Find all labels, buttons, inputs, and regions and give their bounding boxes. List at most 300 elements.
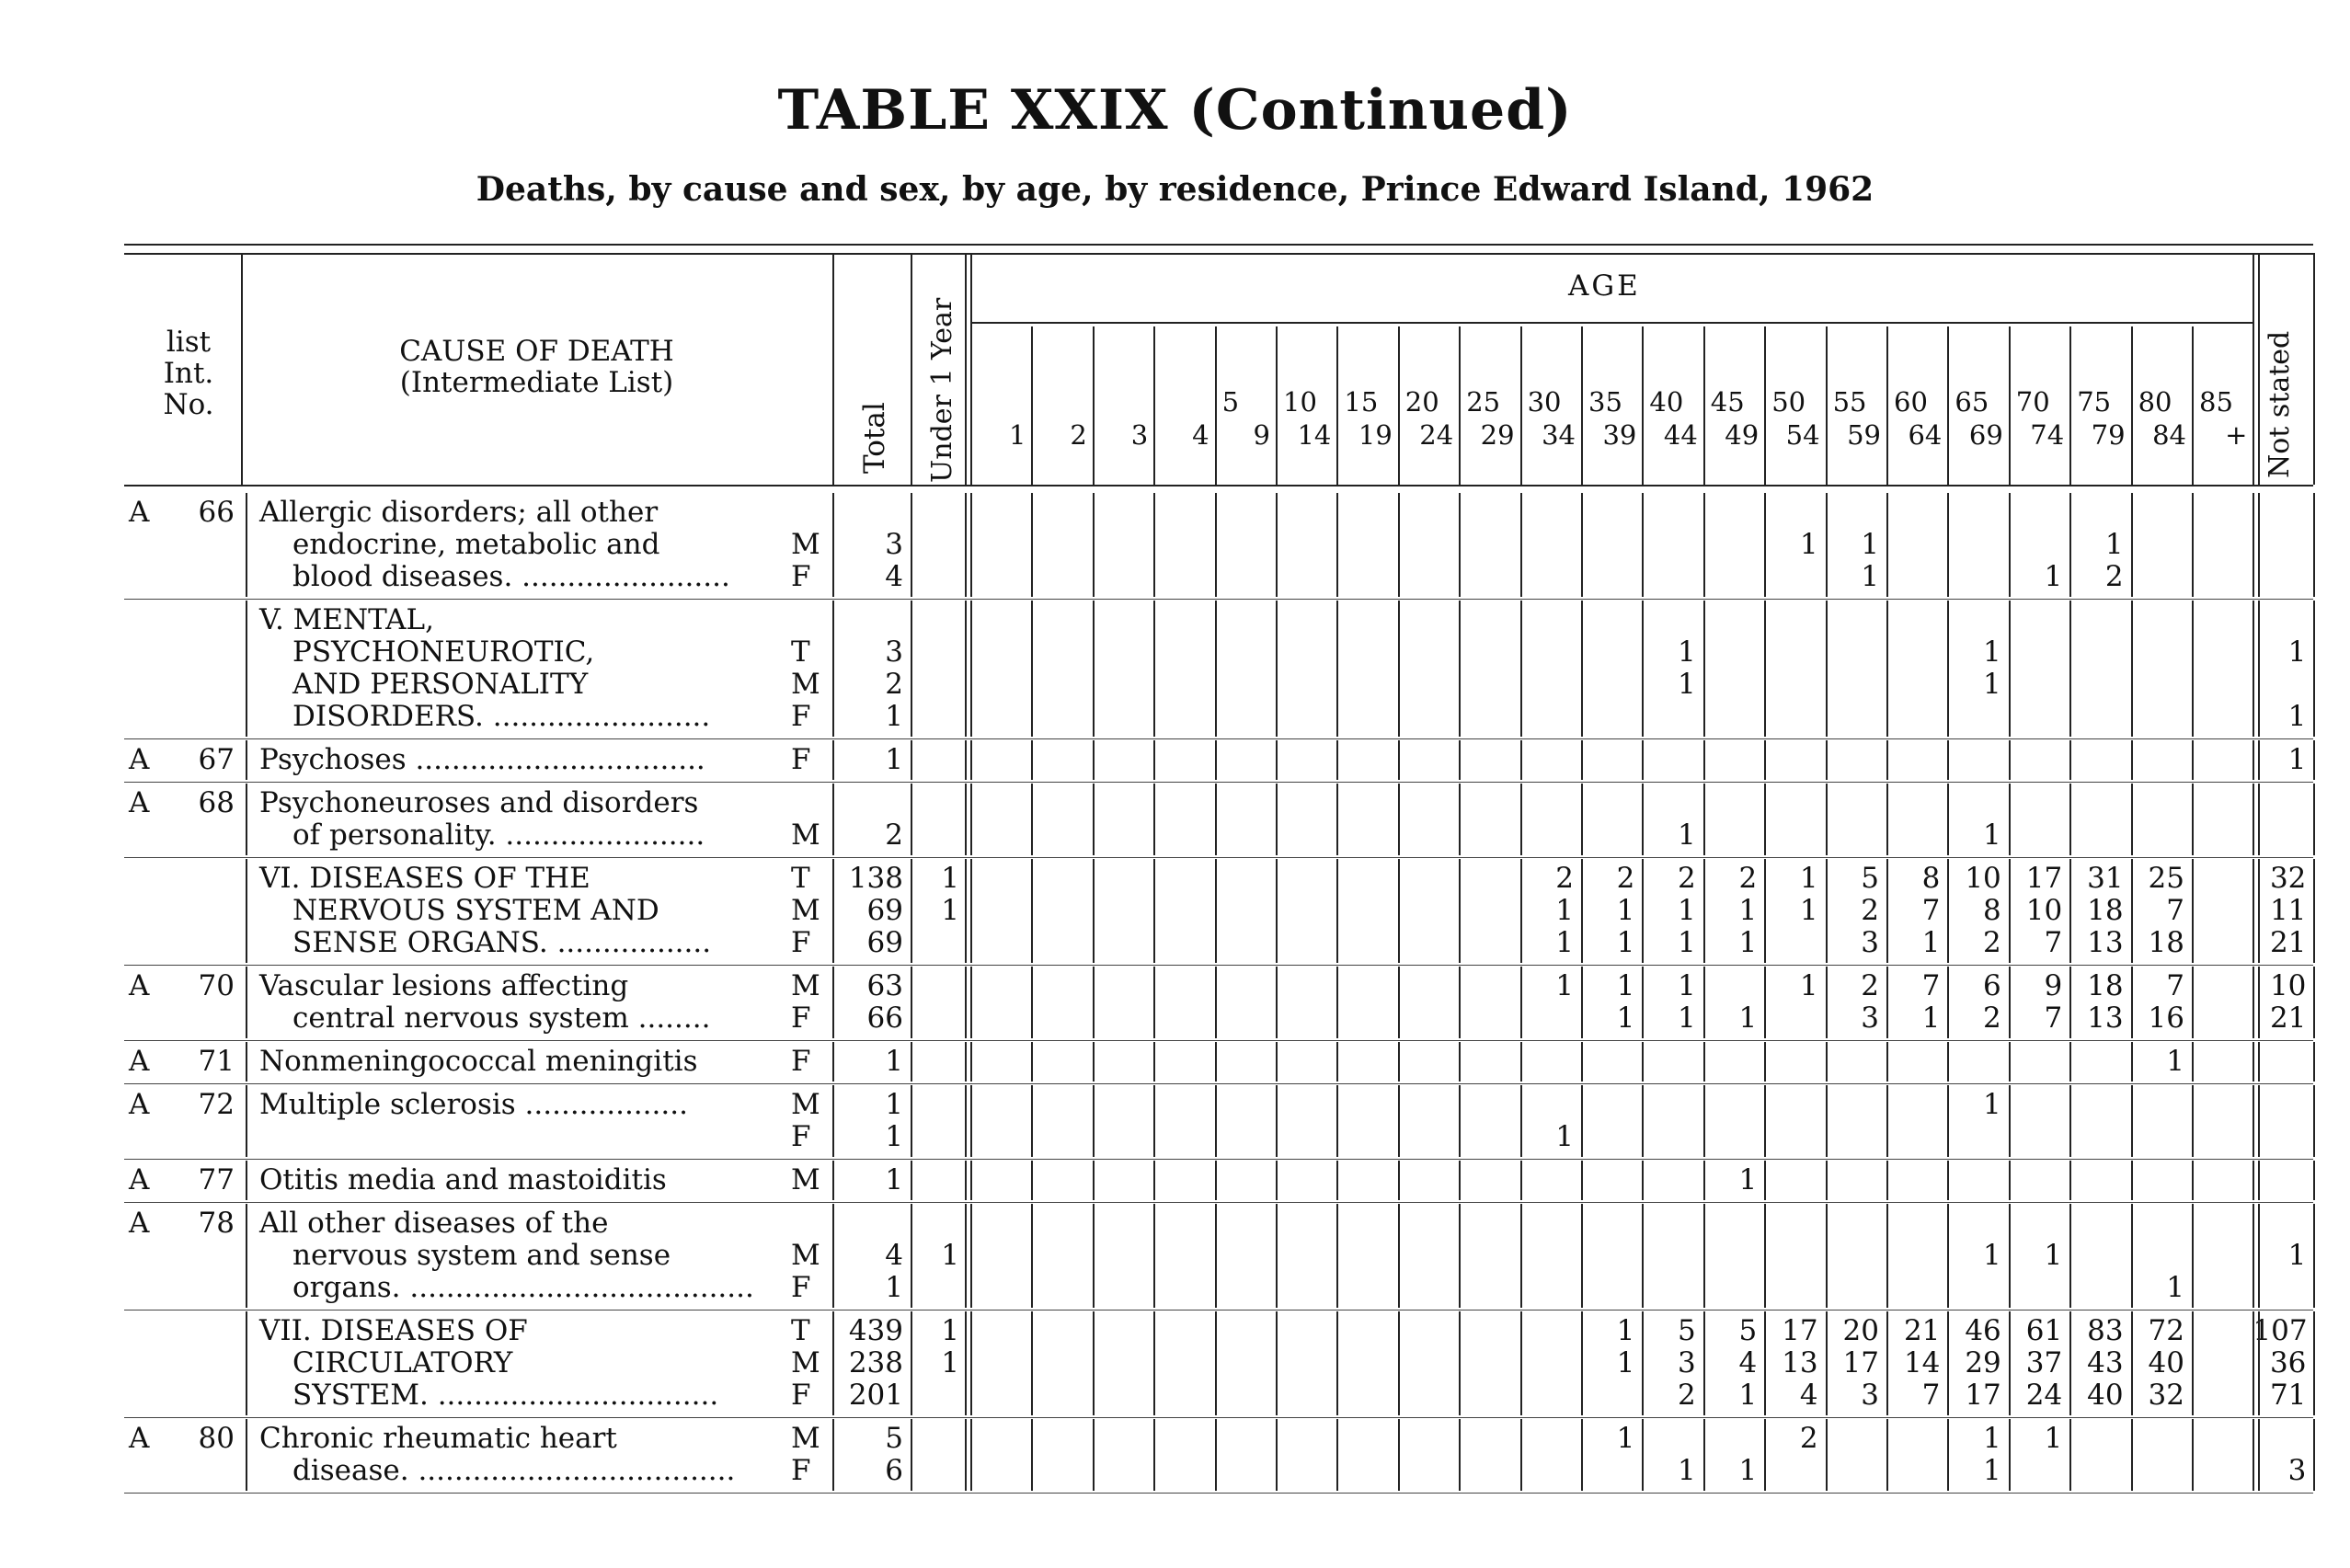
age-value: 1 bbox=[1921, 1001, 1941, 1035]
row-column-rule bbox=[1398, 740, 1400, 780]
row-column-rule bbox=[2069, 493, 2071, 597]
row-column-rule bbox=[2258, 1085, 2260, 1157]
under1-value: 1 bbox=[941, 1314, 959, 1347]
age-value: 2 bbox=[1738, 862, 1758, 895]
row-column-rule bbox=[1581, 784, 1583, 855]
header-column-rule bbox=[832, 253, 834, 485]
cause-text: Chronic rheumatic heart bbox=[259, 1422, 617, 1455]
row-column-rule bbox=[911, 1311, 912, 1415]
row-column-rule bbox=[1093, 1419, 1095, 1491]
age-value: 16 bbox=[2148, 1001, 2184, 1035]
row-column-rule bbox=[1398, 1419, 1400, 1491]
age-value: 2 bbox=[1678, 862, 1696, 895]
row-column-rule bbox=[1031, 1419, 1033, 1491]
row-column-rule bbox=[832, 493, 834, 597]
age-bottom-label: 69 bbox=[1968, 419, 2003, 451]
row-column-rule bbox=[1398, 601, 1400, 737]
row-column-rule bbox=[1336, 493, 1338, 597]
row-column-rule bbox=[2253, 740, 2254, 780]
under1-value: 1 bbox=[941, 894, 959, 927]
cause-text: of personality. ...................... bbox=[292, 818, 705, 852]
row-column-rule bbox=[2069, 784, 2071, 855]
sex-code: M bbox=[791, 668, 820, 701]
total-value: 238 bbox=[848, 1346, 903, 1379]
row-column-rule bbox=[2192, 784, 2194, 855]
age-bottom-label: 84 bbox=[2152, 419, 2186, 451]
age-value: 1 bbox=[1738, 1163, 1758, 1196]
sex-code: T bbox=[791, 1314, 810, 1347]
row-column-rule bbox=[246, 740, 247, 780]
age-bottom-label: 49 bbox=[1725, 419, 1760, 451]
row-column-rule bbox=[1153, 1085, 1155, 1157]
row-column-rule bbox=[1581, 1085, 1583, 1157]
row-column-rule bbox=[2069, 1204, 2071, 1308]
row-column-rule bbox=[1215, 740, 1217, 780]
age-value: 2 bbox=[1861, 969, 1879, 1002]
row-column-rule bbox=[1031, 1204, 1033, 1308]
age-value: 6 bbox=[1983, 969, 2001, 1002]
age-value: 7 bbox=[2166, 894, 2184, 927]
age-value: 1 bbox=[1616, 1422, 1635, 1455]
row-column-rule bbox=[1642, 601, 1644, 737]
total-value: 69 bbox=[866, 894, 903, 927]
age-top-label: 45 bbox=[1710, 386, 1745, 418]
row-column-rule bbox=[1093, 1204, 1095, 1308]
row-column-rule bbox=[2258, 1311, 2260, 1415]
total-value: 6 bbox=[885, 1454, 903, 1487]
row-column-rule bbox=[965, 1311, 967, 1415]
age-value: 3 bbox=[1861, 926, 1879, 959]
age-value: 5 bbox=[1678, 1314, 1696, 1347]
row-column-rule bbox=[1093, 601, 1095, 737]
row-column-rule bbox=[2258, 1042, 2260, 1082]
age-top-label: 50 bbox=[1771, 386, 1806, 418]
row-column-rule bbox=[1398, 1161, 1400, 1200]
age-top-label: 10 bbox=[1283, 386, 1317, 418]
row-column-rule bbox=[1153, 1419, 1155, 1491]
total-value: 439 bbox=[848, 1314, 903, 1347]
row-column-rule bbox=[2313, 1204, 2315, 1308]
row-column-rule bbox=[2313, 1085, 2315, 1157]
age-value: 1 bbox=[1555, 969, 1574, 1002]
row-column-rule bbox=[2192, 740, 2194, 780]
row-column-rule bbox=[911, 859, 912, 963]
row-column-rule bbox=[1886, 493, 1888, 597]
row-column-rule bbox=[1581, 1204, 1583, 1308]
row-column-rule bbox=[1093, 1311, 1095, 1415]
cause-text: SENSE ORGANS. ................. bbox=[292, 926, 712, 959]
row-column-rule bbox=[1642, 493, 1644, 597]
cause-text: Otitis media and mastoiditis bbox=[259, 1163, 667, 1196]
age-column-rule bbox=[1153, 326, 1155, 485]
row-column-rule bbox=[1093, 1161, 1095, 1200]
row-column-rule bbox=[2131, 859, 2133, 963]
age-bottom-label: 2 bbox=[1070, 419, 1087, 451]
row-prefix: A bbox=[129, 969, 150, 1002]
age-value: 17 bbox=[1965, 1379, 2001, 1412]
total-value: 63 bbox=[866, 969, 903, 1002]
row-column-rule bbox=[1153, 1042, 1155, 1082]
row-column-rule bbox=[1826, 493, 1828, 597]
row-column-rule bbox=[2253, 1161, 2254, 1200]
row-column-rule bbox=[1276, 1311, 1278, 1415]
row-column-rule bbox=[1031, 601, 1033, 737]
row-column-rule bbox=[2131, 784, 2133, 855]
row-column-rule bbox=[1886, 859, 1888, 963]
age-value: 1 bbox=[2044, 560, 2063, 593]
age-value: 2 bbox=[1861, 894, 1879, 927]
age-value: 1 bbox=[1983, 1088, 2001, 1121]
cause-text: VI. DISEASES OF THE bbox=[259, 862, 590, 895]
age-value: 1 bbox=[1983, 668, 2001, 701]
row-column-rule bbox=[1153, 493, 1155, 597]
row-column-rule bbox=[970, 1042, 972, 1082]
row-column-rule bbox=[1215, 784, 1217, 855]
row-column-rule bbox=[1031, 967, 1033, 1038]
row-column-rule bbox=[1642, 1085, 1644, 1157]
row-column-rule bbox=[832, 967, 834, 1038]
cause-text: Psychoses ................................ bbox=[259, 743, 705, 776]
age-value: 1 bbox=[1678, 1001, 1696, 1035]
row-column-rule bbox=[2253, 967, 2254, 1038]
row-column-rule bbox=[1459, 1311, 1461, 1415]
cause-text: blood diseases. ....................... bbox=[292, 560, 730, 593]
age-value: 1 bbox=[1983, 1454, 2001, 1487]
row-column-rule bbox=[1276, 1204, 1278, 1308]
row-column-rule bbox=[2313, 784, 2315, 855]
page-subtitle: Deaths, by cause and sex, by age, by residence, Prince Edward Island, 1962 bbox=[476, 170, 1874, 209]
row-column-rule bbox=[1336, 1042, 1338, 1082]
row-column-rule bbox=[1336, 967, 1338, 1038]
total-value: 2 bbox=[885, 818, 903, 852]
row-column-rule bbox=[246, 493, 247, 597]
row-column-rule bbox=[1520, 1085, 1522, 1157]
cause-text: Nonmeningococcal meningitis bbox=[259, 1045, 698, 1078]
row-column-rule bbox=[1764, 967, 1766, 1038]
row-column-rule bbox=[832, 859, 834, 963]
row-column-rule bbox=[1153, 967, 1155, 1038]
cause-text: Allergic disorders; all other bbox=[259, 496, 659, 529]
row-column-rule bbox=[2009, 967, 2011, 1038]
row-column-rule bbox=[1947, 1085, 1949, 1157]
row-column-rule bbox=[911, 1085, 912, 1157]
row-column-rule bbox=[2009, 1042, 2011, 1082]
row-prefix: A bbox=[129, 1045, 150, 1078]
age-value: 1 bbox=[2166, 1271, 2184, 1304]
row-column-rule bbox=[970, 1204, 972, 1308]
row-column-rule bbox=[1826, 1085, 1828, 1157]
age-bottom-label: 4 bbox=[1192, 419, 1209, 451]
age-bottom-label: 1 bbox=[1008, 419, 1026, 451]
cause-text: endocrine, metabolic and bbox=[292, 528, 660, 561]
row-column-rule bbox=[1764, 1085, 1766, 1157]
age-value: 8 bbox=[1921, 862, 1941, 895]
age-value: 1 bbox=[1555, 1120, 1574, 1153]
age-top-label: 55 bbox=[1832, 386, 1867, 418]
table-top-rule-2 bbox=[124, 253, 2313, 255]
row-column-rule bbox=[2258, 493, 2260, 597]
row-column-rule bbox=[1276, 784, 1278, 855]
age-value: 1 bbox=[1861, 560, 1879, 593]
row-column-rule bbox=[911, 493, 912, 597]
row-column-rule bbox=[965, 1085, 967, 1157]
row-column-rule bbox=[970, 601, 972, 737]
sex-code: F bbox=[791, 1045, 811, 1078]
sex-code: M bbox=[791, 1163, 820, 1196]
sex-code: F bbox=[791, 700, 811, 733]
age-value: 2 bbox=[1616, 862, 1635, 895]
cause-text: Psychoneuroses and disorders bbox=[259, 786, 699, 819]
row-prefix: A bbox=[129, 496, 150, 529]
row-column-rule bbox=[1581, 967, 1583, 1038]
age-value: 1 bbox=[1555, 926, 1574, 959]
age-value: 13 bbox=[1782, 1346, 1818, 1379]
row-column-rule bbox=[965, 493, 967, 597]
total-value: 4 bbox=[885, 560, 903, 593]
row-column-rule bbox=[1764, 859, 1766, 963]
row-column-rule bbox=[1398, 1085, 1400, 1157]
age-value: 7 bbox=[2166, 969, 2184, 1002]
age-value: 1 bbox=[1678, 894, 1696, 927]
row-column-rule bbox=[832, 784, 834, 855]
age-top-label: 80 bbox=[2138, 386, 2172, 418]
row-column-rule bbox=[1886, 740, 1888, 780]
cause-text: All other diseases of the bbox=[259, 1207, 609, 1240]
row-column-rule bbox=[911, 1042, 912, 1082]
row-column-rule bbox=[1947, 493, 1949, 597]
row-column-rule bbox=[1886, 784, 1888, 855]
row-column-rule bbox=[2009, 601, 2011, 737]
age-value: 1 bbox=[1799, 528, 1818, 561]
row-column-rule bbox=[1826, 1204, 1828, 1308]
age-top-label: 65 bbox=[1955, 386, 1989, 418]
row-column-rule bbox=[1703, 601, 1705, 737]
row-column-rule bbox=[1336, 1311, 1338, 1415]
age-value: 3 bbox=[1678, 1346, 1696, 1379]
age-value: 1 bbox=[1616, 1314, 1635, 1347]
row-column-rule bbox=[1336, 601, 1338, 737]
row-column-rule bbox=[1276, 1419, 1278, 1491]
age-value: 3 bbox=[1861, 1001, 1879, 1035]
row-column-rule bbox=[2313, 1042, 2315, 1082]
cause-text: DISORDERS. ........................ bbox=[292, 700, 711, 733]
row-column-rule bbox=[2192, 1161, 2194, 1200]
not-stated-value: 3 bbox=[2287, 1454, 2307, 1487]
cause-text: CIRCULATORY bbox=[292, 1346, 513, 1379]
not-stated-value: 1 bbox=[2287, 635, 2307, 669]
total-value: 5 bbox=[885, 1422, 903, 1455]
row-column-rule bbox=[1215, 1419, 1217, 1491]
row-column-rule bbox=[965, 967, 967, 1038]
row-column-rule bbox=[2009, 784, 2011, 855]
row-column-rule bbox=[1336, 740, 1338, 780]
not-stated-value: 11 bbox=[2269, 894, 2307, 927]
age-value: 21 bbox=[1903, 1314, 1941, 1347]
row-column-rule bbox=[965, 1161, 967, 1200]
row-column-rule bbox=[1520, 493, 1522, 597]
row-prefix: A bbox=[129, 1163, 150, 1196]
row-column-rule bbox=[911, 740, 912, 780]
row-column-rule bbox=[1826, 967, 1828, 1038]
row-column-rule bbox=[1398, 967, 1400, 1038]
age-value: 1 bbox=[1799, 969, 1818, 1002]
age-column-rule bbox=[1093, 326, 1095, 485]
age-value: 18 bbox=[2148, 926, 2184, 959]
sex-code: M bbox=[791, 1088, 820, 1121]
row-column-rule bbox=[1459, 493, 1461, 597]
age-value: 40 bbox=[2087, 1379, 2124, 1412]
row-column-rule bbox=[1093, 859, 1095, 963]
row-column-rule bbox=[2192, 1085, 2194, 1157]
age-value: 72 bbox=[2148, 1314, 2184, 1347]
row-column-rule bbox=[2253, 493, 2254, 597]
age-value: 1 bbox=[1799, 862, 1818, 895]
row-column-rule bbox=[2009, 740, 2011, 780]
age-value: 1 bbox=[1616, 969, 1635, 1002]
age-value: 2 bbox=[1983, 1001, 2001, 1035]
row-column-rule bbox=[1826, 1161, 1828, 1200]
list-no-header bbox=[147, 326, 230, 420]
row-column-rule bbox=[1947, 1204, 1949, 1308]
row-column-rule bbox=[1215, 1311, 1217, 1415]
age-value: 1 bbox=[2166, 1045, 2184, 1078]
row-separator bbox=[124, 1040, 2313, 1041]
row-column-rule bbox=[832, 1161, 834, 1200]
row-column-rule bbox=[1520, 740, 1522, 780]
age-value: 1 bbox=[1983, 818, 2001, 852]
row-column-rule bbox=[1520, 1042, 1522, 1082]
row-column-rule bbox=[1642, 1042, 1644, 1082]
row-column-rule bbox=[1093, 1085, 1095, 1157]
list-no-header-line: Int. bbox=[163, 357, 214, 390]
row-column-rule bbox=[965, 859, 967, 963]
age-value: 37 bbox=[2025, 1346, 2063, 1379]
age-value: 1 bbox=[1738, 1454, 1758, 1487]
row-column-rule bbox=[2258, 1204, 2260, 1308]
row-column-rule bbox=[2131, 1085, 2133, 1157]
row-column-rule bbox=[1947, 784, 1949, 855]
row-column-rule bbox=[2131, 1161, 2133, 1200]
sex-code: M bbox=[791, 1346, 820, 1379]
not-stated-value: 10 bbox=[2269, 969, 2307, 1002]
row-column-rule bbox=[1520, 784, 1522, 855]
age-value: 17 bbox=[1842, 1346, 1879, 1379]
age-value: 1 bbox=[1678, 926, 1696, 959]
row-column-rule bbox=[832, 1419, 834, 1491]
row-column-rule bbox=[2131, 493, 2133, 597]
age-value: 1 bbox=[2044, 1422, 2063, 1455]
row-column-rule bbox=[1336, 1161, 1338, 1200]
age-top-label: 40 bbox=[1649, 386, 1684, 418]
row-column-rule bbox=[2258, 1419, 2260, 1491]
cause-text: AND PERSONALITY bbox=[292, 668, 589, 701]
row-code: 67 bbox=[198, 743, 235, 776]
row-column-rule bbox=[1703, 1419, 1705, 1491]
row-column-rule bbox=[2131, 1204, 2133, 1308]
row-column-rule bbox=[2253, 1204, 2254, 1308]
age-value: 7 bbox=[1921, 969, 1941, 1002]
age-value: 1 bbox=[2044, 1239, 2063, 1272]
age-value: 20 bbox=[1842, 1314, 1879, 1347]
row-column-rule bbox=[1826, 1042, 1828, 1082]
age-value: 10 bbox=[2025, 894, 2063, 927]
age-bottom-label: 39 bbox=[1602, 419, 1637, 451]
row-column-rule bbox=[2258, 740, 2260, 780]
age-value: 7 bbox=[1921, 894, 1941, 927]
under1-value: 1 bbox=[941, 1346, 959, 1379]
row-column-rule bbox=[1520, 967, 1522, 1038]
sex-code: T bbox=[791, 862, 810, 895]
row-column-rule bbox=[1459, 859, 1461, 963]
header-bottom-rule bbox=[124, 485, 2313, 486]
row-column-rule bbox=[1215, 601, 1217, 737]
row-column-rule bbox=[2253, 859, 2254, 963]
age-top-label: 20 bbox=[1404, 386, 1439, 418]
row-column-rule bbox=[2313, 1161, 2315, 1200]
row-column-rule bbox=[1336, 1204, 1338, 1308]
row-column-rule bbox=[1581, 1419, 1583, 1491]
sex-code: F bbox=[791, 1454, 811, 1487]
row-column-rule bbox=[2192, 1042, 2194, 1082]
row-column-rule bbox=[911, 1161, 912, 1200]
row-column-rule bbox=[1276, 493, 1278, 597]
row-code: 68 bbox=[198, 786, 235, 819]
row-column-rule bbox=[1886, 1161, 1888, 1200]
row-column-rule bbox=[1459, 784, 1461, 855]
row-column-rule bbox=[911, 967, 912, 1038]
row-column-rule bbox=[1642, 740, 1644, 780]
row-column-rule bbox=[246, 784, 247, 855]
not-stated-value: 21 bbox=[2269, 1001, 2307, 1035]
total-value: 3 bbox=[885, 528, 903, 561]
cause-text: NERVOUS SYSTEM AND bbox=[292, 894, 659, 927]
age-value: 7 bbox=[1921, 1379, 1941, 1412]
row-column-rule bbox=[2192, 601, 2194, 737]
row-column-rule bbox=[1886, 1085, 1888, 1157]
row-column-rule bbox=[246, 859, 247, 963]
row-column-rule bbox=[2253, 784, 2254, 855]
cause-header-line: (Intermediate List) bbox=[399, 366, 674, 399]
age-value: 2 bbox=[1555, 862, 1574, 895]
sex-code: F bbox=[791, 1001, 811, 1035]
row-column-rule bbox=[1703, 740, 1705, 780]
age-value: 1 bbox=[1678, 969, 1696, 1002]
total-value: 1 bbox=[885, 743, 903, 776]
age-value: 31 bbox=[2087, 862, 2124, 895]
row-column-rule bbox=[1459, 1419, 1461, 1491]
row-column-rule bbox=[1031, 493, 1033, 597]
row-column-rule bbox=[1276, 859, 1278, 963]
age-top-label: 35 bbox=[1588, 386, 1622, 418]
row-column-rule bbox=[1642, 1161, 1644, 1200]
row-column-rule bbox=[1642, 1311, 1644, 1415]
row-column-rule bbox=[2069, 1419, 2071, 1491]
row-column-rule bbox=[1398, 493, 1400, 597]
sex-code: F bbox=[791, 1271, 811, 1304]
age-value: 1 bbox=[1921, 926, 1941, 959]
row-column-rule bbox=[1764, 1204, 1766, 1308]
age-bottom-label: 19 bbox=[1358, 419, 1393, 451]
age-value: 2 bbox=[1678, 1379, 1696, 1412]
row-column-rule bbox=[2192, 859, 2194, 963]
row-separator bbox=[124, 965, 2313, 966]
not-stated-value: 32 bbox=[2269, 862, 2307, 895]
row-column-rule bbox=[1153, 601, 1155, 737]
row-column-rule bbox=[1520, 1419, 1522, 1491]
row-code: 66 bbox=[198, 496, 235, 529]
row-column-rule bbox=[1764, 784, 1766, 855]
age-value: 13 bbox=[2087, 1001, 2124, 1035]
